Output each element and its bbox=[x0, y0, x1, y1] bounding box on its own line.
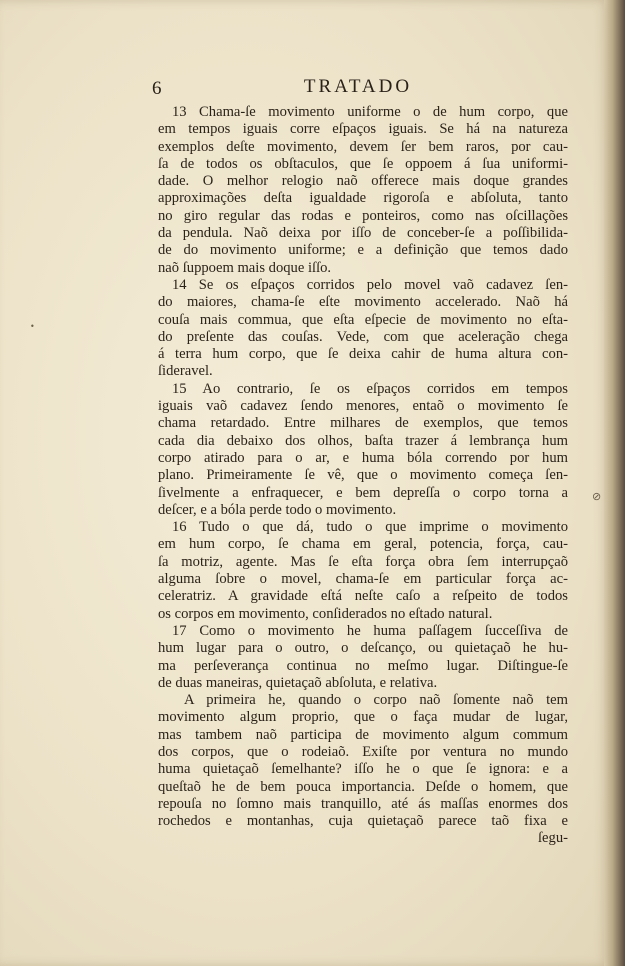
running-head: TRATADO bbox=[303, 76, 413, 97]
text-line: no giro regular das rodas e ponteiros, como nas oſcillações bbox=[158, 207, 568, 224]
text-line: couſa mais commua, que eſta eſpecie de movimento no eſta- bbox=[158, 311, 568, 328]
text-line: chama retardado. Entre milhares de exemplos, que temos bbox=[158, 415, 568, 432]
text-line: do maiores, chama-ſe eſte movimento accelerado. Naõ há bbox=[158, 294, 568, 311]
text-line: do preſente das couſas. Vede, com que aceleração chega bbox=[158, 328, 568, 345]
text-line: em tempos iguais corre eſpaços iguais. Se há na natureza bbox=[158, 121, 568, 138]
text-line: 13 Chama-ſe movimento uniforme o de hum corpo, que bbox=[172, 104, 568, 120]
text-line: ſa de todos os obſtaculos, que ſe oppoem á ſua uniformi- bbox=[158, 155, 568, 172]
text-line: ma perſeverança continua no meſmo lugar. Diſtingue-ſe bbox=[158, 657, 568, 674]
text-line: huma quietaçaõ ſemelhante? iſſo he o que ſe ignora: e a bbox=[158, 761, 568, 778]
text-line: rochedos e montanhas, cuja quietaçaõ parece taõ fixa e bbox=[158, 813, 568, 830]
text-line: ſa motriz, agente. Mas ſe eſta força obra ſem interrupçaõ bbox=[158, 553, 568, 570]
text-line: 15 Ao contrario, ſe os eſpaços corridos em tempos bbox=[172, 380, 568, 397]
text-line: queſtaõ he de bem pouca importancia. Deſde o homem, que bbox=[158, 778, 568, 795]
text-line: approximações deſta igualdade rigoroſa e abſoluta, tanto bbox=[158, 190, 568, 207]
text-line: naõ ſuppoem mais doque iſſo. bbox=[158, 259, 332, 276]
text-line: á terra hum corpo, que ſe deixa cahir de huma altura con- bbox=[158, 346, 568, 363]
page-header bbox=[150, 74, 566, 100]
text-line: 17 Como o movimento he huma paſſagem ſucceſſiva de bbox=[172, 622, 568, 639]
text-line: 16 Tudo o que dá, tudo o que imprime o movimento bbox=[172, 519, 568, 536]
text-line: A primeira he, quando o corpo naõ ſomente naõ tem bbox=[184, 692, 568, 709]
text-line: movimento algum proprio, que o faça mudar de lugar, bbox=[158, 709, 568, 726]
text-line: ſideravel. bbox=[158, 363, 213, 380]
margin-mark: ⊘ bbox=[592, 491, 602, 503]
page-number: 6 bbox=[152, 78, 162, 99]
page-edge bbox=[604, 0, 625, 966]
paper-speck: • bbox=[30, 322, 35, 331]
text-line: iguais vaõ cadavez ſendo menores, entaõ o movimento ſe bbox=[158, 398, 568, 415]
text-line: da pendula. Naõ deixa por iſſo de conceber-ſe a poſſibilida- bbox=[158, 225, 568, 242]
text-line: dos corpos, que o rodeiaõ. Exiſte por ventura no mundo bbox=[158, 743, 568, 760]
text-line: de do movimento uniforme; e a definição que temos dado bbox=[158, 242, 568, 259]
text-line: corpo atirado para o ar, e huma bóla correndo por hum bbox=[158, 449, 568, 466]
text-line: hum lugar para o outro, o deſcanço, ou quietaçaõ he hu- bbox=[158, 640, 568, 657]
body-text bbox=[158, 104, 568, 848]
text-line: alguma ſobre o movel, chama-ſe em particular força ac- bbox=[158, 571, 568, 588]
text-line: 14 Se os eſpaços corridos pelo movel vaõ cadavez ſen- bbox=[172, 276, 568, 293]
text-line: celeratriz. A gravidade eſtá neſte caſo a reſpeito de todos bbox=[158, 588, 568, 605]
text-line: os corpos em movimento, conſiderados no eſtado natural. bbox=[158, 605, 493, 622]
text-line: em hum corpo, ſe chama em geral, potencia, força, cau- bbox=[158, 536, 568, 553]
text-line: ſivelmente a enfraquecer, e bem depreſſa o corpo torna a bbox=[158, 484, 568, 501]
text-line: de duas maneiras, quietaçaõ abſoluta, e relativa. bbox=[158, 674, 438, 691]
text-line: plano. Primeiramente ſe vê, que o movimento começa ſen- bbox=[158, 467, 568, 484]
text-line: mas tambem naõ participa de movimento algum commum bbox=[158, 726, 568, 743]
text-line: ſegu- bbox=[538, 830, 568, 847]
text-line: deſcer, e a bóla perde todo o movimento. bbox=[158, 501, 397, 518]
text-line: cada dia debaixo dos olhos, baſta trazer á lembrança hum bbox=[158, 432, 568, 449]
text-line: dade. O melhor relogio naõ offerece mais doque grandes bbox=[158, 173, 568, 190]
text-line: exemplos deſte movimento, devem ſer bem raros, por cau- bbox=[158, 138, 568, 155]
text-line: repouſa no ſomno mais tranquillo, até ás maſſas enormes dos bbox=[158, 795, 568, 812]
